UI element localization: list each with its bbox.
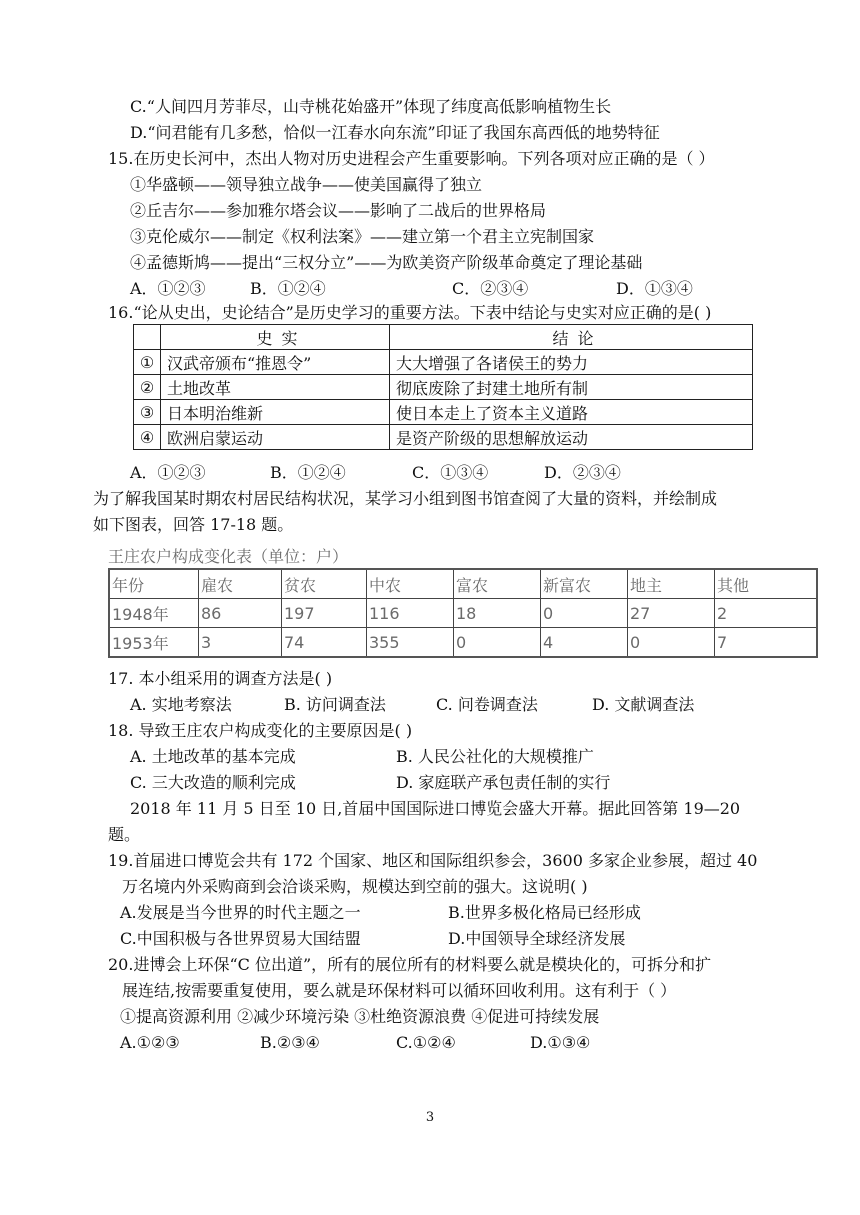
intro-17-18: 为了解我国某时期农村居民结构状况，某学习小组到图书馆查阅了大量的资料，并绘制成 <box>93 489 718 508</box>
line-14d: D.“问君能有几多愁，恰似一江春水向东流”印证了我国东高西低的地势特征 <box>130 123 660 142</box>
table-cell: 2 <box>715 599 818 628</box>
option-c: C.①②④ <box>396 1033 456 1052</box>
intro-17-18-cont: 如下图表，回答 17-18 题。 <box>93 515 294 534</box>
question-20: 20.进博会上环保“C 位出道”，所有的展位所有的材料要么就是模块化的，可拆分和扩 <box>108 955 712 974</box>
table-cell: 0 <box>541 599 628 628</box>
option-b: B.②③④ <box>260 1033 320 1052</box>
option-a: A．①②③ <box>130 463 206 482</box>
option-d: D. 家庭联产承包责任制的实行 <box>396 773 611 792</box>
option-c: C．②③④ <box>452 279 529 298</box>
question-19-cont: 万名境内外采购商到会洽谈采购，规模达到空前的强大。这说明( ) <box>122 877 588 896</box>
q15-item-2: ②丘吉尔——参加雅尔塔会议——影响了二战后的世界格局 <box>130 201 547 220</box>
table-header: 其他 <box>715 569 818 599</box>
option-d: D.中国领导全球经济发展 <box>448 929 626 948</box>
table-cell: 汉武帝颁布“推恩令” <box>161 350 390 375</box>
table-caption: 王庄农户构成变化表（单位：户） <box>108 547 349 566</box>
option-c: C.中国积极与各世界贸易大国结盟 <box>120 929 361 948</box>
table-cell: 7 <box>715 628 818 658</box>
table-cell: 18 <box>454 599 541 628</box>
option-a: A.①②③ <box>120 1033 180 1052</box>
table-header: 年份 <box>109 569 199 599</box>
table-header: 雇农 <box>199 569 282 599</box>
question-17: 17. 本小组采用的调查方法是( ) <box>108 669 333 688</box>
table-cell: 4 <box>541 628 628 658</box>
table-cell: 1948年 <box>109 599 199 628</box>
question-16: 16.“论从史出，史论结合”是历史学习的重要方法。下表中结论与史实对应正确的是( ) <box>108 303 712 322</box>
table-row <box>134 375 753 400</box>
table-header-row <box>134 325 753 350</box>
table-cell: 86 <box>199 599 282 628</box>
table-cell: 27 <box>628 599 715 628</box>
q15-item-1: ①华盛顿——领导独立战争——使美国赢得了独立 <box>130 175 483 194</box>
intro-19-20-cont: 题。 <box>108 825 141 844</box>
table-cell: ② <box>134 375 161 400</box>
table-cell: 3 <box>199 628 282 658</box>
option-d: D. 文献调查法 <box>592 695 695 714</box>
table-row <box>134 350 753 375</box>
option-d: D.①③④ <box>530 1033 591 1052</box>
q20-items: ①提高资源利用 ②减少环境污染 ③杜绝资源浪费 ④促进可持续发展 <box>120 1007 600 1026</box>
table-cell: 74 <box>282 628 367 658</box>
table-cell: 日本明治维新 <box>161 400 390 425</box>
question-18: 18. 导致王庄农户构成变化的主要原因是( ) <box>108 721 413 740</box>
table-cell: 彻底废除了封建土地所有制 <box>390 375 753 400</box>
table-cell: 欧洲启蒙运动 <box>161 425 390 450</box>
table-row <box>134 425 753 450</box>
table-cell: 使日本走上了资本主义道路 <box>390 400 753 425</box>
table-cell <box>134 325 161 350</box>
option-a: A．①②③ <box>130 279 206 298</box>
option-d: D．①③④ <box>616 279 693 298</box>
option-c: C. 问卷调查法 <box>436 695 538 714</box>
table-cell: ① <box>134 350 161 375</box>
table-row <box>134 400 753 425</box>
intro-19-20: 2018 年 11 月 5 日至 10 日,首届中国国际进口博览会盛大开幕。据此回答第 19—20 <box>130 799 741 818</box>
table-cell: 是资产阶级的思想解放运动 <box>390 425 753 450</box>
table-header: 富农 <box>454 569 541 599</box>
table-cell: 1953年 <box>109 628 199 658</box>
option-c: C. 三大改造的顺利完成 <box>130 773 296 792</box>
table-header: 地主 <box>628 569 715 599</box>
line-14c: C.“人间四月芳菲尽，山寺桃花始盛开”体现了纬度高低影响植物生长 <box>130 97 612 116</box>
question-15: 15.在历史长河中，杰出人物对历史进程会产生重要影响。下列各项对应正确的是（ ） <box>108 149 715 168</box>
table-cell: 116 <box>367 599 454 628</box>
household-table <box>108 568 818 658</box>
table-cell: 355 <box>367 628 454 658</box>
option-b: B．①②④ <box>270 463 346 482</box>
table-cell: 大大增强了各诸侯王的势力 <box>390 350 753 375</box>
option-b: B.世界多极化格局已经形成 <box>448 903 641 922</box>
table-header: 中农 <box>367 569 454 599</box>
question-19: 19.首届进口博览会共有 172 个国家、地区和国际组织参会，3600 多家企业参展，超过 40 <box>108 851 758 870</box>
option-c: C．①③④ <box>412 463 489 482</box>
table-cell: 0 <box>628 628 715 658</box>
table-cell: ④ <box>134 425 161 450</box>
table-header: 新富农 <box>541 569 628 599</box>
table-header: 贫农 <box>282 569 367 599</box>
option-d: D．②③④ <box>544 463 621 482</box>
q15-item-4: ④孟德斯鸠——提出“三权分立”——为欧美资产阶级革命奠定了理论基础 <box>130 253 643 272</box>
option-a: A. 土地改革的基本完成 <box>130 747 296 766</box>
q15-item-3: ③克伦威尔——制定《权利法案》——建立第一个君主立宪制国家 <box>130 227 595 246</box>
question-20-cont: 展连结,按需要重复使用，要么就是环保材料可以循环回收利用。这有利于（ ） <box>122 981 677 1000</box>
table-cell: 土地改革 <box>161 375 390 400</box>
table-cell: 0 <box>454 628 541 658</box>
option-a: A. 实地考察法 <box>130 695 232 714</box>
option-b: B. 访问调查法 <box>284 695 386 714</box>
table-cell: 197 <box>282 599 367 628</box>
option-a: A.发展是当今世界的时代主题之一 <box>120 903 361 922</box>
option-b: B．①②④ <box>250 279 326 298</box>
history-table <box>133 324 753 450</box>
option-b: B. 人民公社化的大规模推广 <box>396 747 594 766</box>
table-row <box>109 599 817 628</box>
table-header: 史 实 <box>161 325 390 350</box>
table-cell: ③ <box>134 400 161 425</box>
table-header-row <box>109 569 817 599</box>
table-row <box>109 628 817 658</box>
table-header: 结 论 <box>390 325 753 350</box>
page-number: 3 <box>425 1110 435 1125</box>
